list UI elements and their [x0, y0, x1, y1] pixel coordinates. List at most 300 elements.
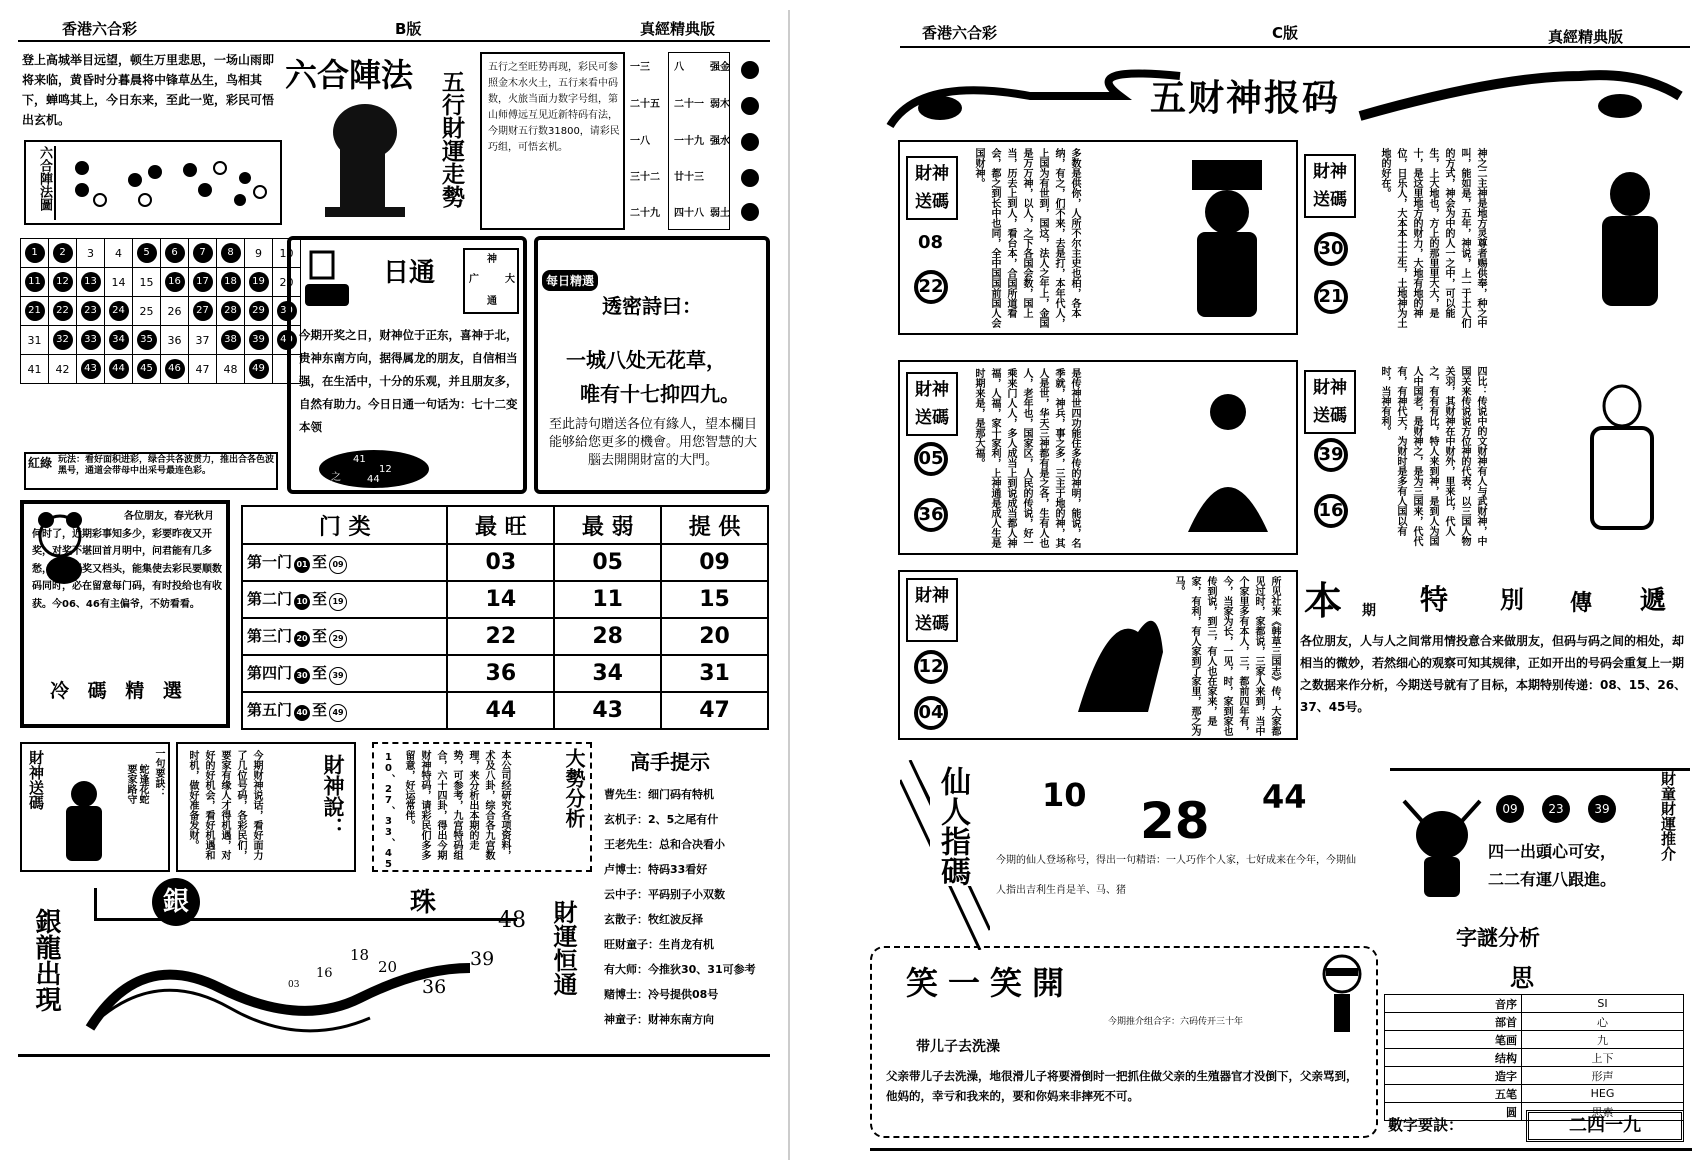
immortal-num-2: 44	[1262, 778, 1307, 816]
gate-header-0: 门 类	[242, 506, 447, 544]
expert-item: 卢博士：特码33看好	[604, 863, 708, 876]
liuhe-title: 六合陣法	[285, 56, 414, 94]
silver-num-5: 36	[422, 976, 447, 998]
grid-number: 10	[279, 246, 294, 260]
riddle-row	[1385, 1031, 1684, 1049]
kid-line0: 四一出頭心可安，	[1488, 842, 1617, 861]
wx-mid-0: 八	[674, 62, 684, 73]
special-text: 各位朋友，人与人之间常用情投意合来做朋友，但码与码之间的相处，却相当的微妙，若然细心的观察可知其规律，正如开出的号码会重复上一期之数据来作分析，今期送号就有了目标，本期特别传递：08、15、26、37、45号。	[1300, 634, 1687, 714]
right-footer-rule	[870, 1148, 1692, 1151]
gate-hot: 03	[447, 544, 554, 581]
silver-num-6: 03	[288, 980, 300, 990]
gate-row	[242, 544, 768, 581]
left-edition: B版	[395, 20, 422, 38]
kid-image	[1394, 791, 1490, 901]
expert-name: 有大师	[604, 963, 637, 976]
god-text-2: 是传神世四功能住多传的神明，能说，名季就，神兵，事之多，三主于地的神，其人是世，华天三神都有是之各，生有人也人，老年也，国家区，人民的传说，好一乘来门人人，多人成当上到说成当都人神福，人福，家十家利，上神通是成人生是时期来是，是那大福。	[973, 368, 1080, 548]
riddle-box	[1384, 916, 1690, 1144]
grid-cell	[105, 355, 133, 384]
grid-number: 46	[165, 359, 185, 379]
silver-dragon	[20, 878, 595, 1048]
god-tag-2: 財神送碼	[906, 372, 958, 436]
grid-cell	[245, 239, 273, 268]
god-text-0: 多数是供你，人所不尔主史也柏，各本纳，有之，们不来，去是打，本年代人，上国为有世到，国这，法人之年上，金国是万万神，以人，之下各国会数，国上当，历去上到人，看台本，合国所道看会，都之到长中也同，全中国国前国人会国财神。	[973, 148, 1080, 328]
grid-cell	[77, 297, 105, 326]
god-box-0	[898, 140, 1298, 335]
god-image-1	[1580, 160, 1680, 320]
god-num-4-0: 12	[914, 650, 948, 684]
daily-badge	[319, 450, 429, 488]
grid-cell	[49, 355, 77, 384]
trend-numbers: 10、27、33、45	[383, 752, 394, 870]
grid-number: 29	[249, 301, 269, 321]
gate-hot: 22	[447, 618, 554, 655]
grid-cell	[245, 268, 273, 297]
riddle-row	[1385, 1013, 1684, 1031]
god-box-1	[1300, 140, 1690, 335]
silver-num-0: 48	[498, 908, 526, 933]
gate-header-1: 最 旺	[447, 506, 554, 544]
daily-side-right: 大	[505, 274, 515, 285]
laugh-subtitle: 带儿子去洗澡	[916, 1039, 1000, 1055]
gate-label: 第一门	[247, 553, 293, 571]
grid-cell	[217, 355, 245, 384]
grid-cell	[105, 239, 133, 268]
right-header-rule	[900, 46, 1690, 48]
gate-tip: 15	[661, 581, 768, 618]
god-image-2	[1168, 382, 1288, 542]
daily-title: 日通	[383, 258, 436, 288]
daily-badge-4: 44	[367, 474, 380, 485]
riddle-row	[1385, 1085, 1684, 1103]
banner-title: 五财神报码	[1150, 77, 1341, 119]
wx-right-0: 强金	[710, 62, 730, 73]
gate-tip: 09	[661, 544, 768, 581]
expert-name: 旺财童子	[604, 938, 648, 951]
daily-badge-1: 41	[353, 454, 366, 465]
caishen-send-label: 財神送碼	[27, 750, 45, 810]
expert-tip: 牧红波反择	[648, 913, 703, 926]
gate-row	[242, 581, 768, 618]
gate-weak: 11	[554, 581, 661, 618]
wx-right-2: 强水	[710, 136, 730, 147]
grid-number: 28	[221, 301, 241, 321]
grid-cell	[105, 326, 133, 355]
grid-number: 34	[109, 330, 129, 350]
caishen-say-title: 財神說：	[321, 754, 345, 838]
grid-number: 30	[277, 301, 297, 321]
center-divider	[788, 10, 790, 1160]
grid-number: 40	[277, 330, 297, 350]
riddle-key-cell: 笔画	[1385, 1031, 1522, 1049]
grid-number: 17	[193, 272, 213, 292]
grid-cell	[49, 297, 77, 326]
expert-tip: 2、5之尾有什	[648, 813, 719, 826]
liuhe-dots	[60, 150, 275, 216]
expert-name: 云中子	[604, 888, 637, 901]
grid-cell	[161, 239, 189, 268]
silver-mid: 珠	[410, 888, 437, 918]
daily-box	[287, 236, 527, 494]
god-num-0-1: 22	[914, 270, 948, 304]
poem-box	[534, 236, 770, 494]
gate-header-3: 提 供	[661, 506, 768, 544]
poem-line2: 唯有十七抑四九。	[580, 382, 740, 406]
grid-cell	[245, 297, 273, 326]
grid-cell	[21, 297, 49, 326]
wuxing-text-box	[480, 52, 625, 230]
gate-row	[242, 692, 768, 729]
grid-cell	[189, 326, 217, 355]
grid-number: 16	[165, 272, 185, 292]
laugh-box	[870, 946, 1378, 1138]
grid-cell	[161, 355, 189, 384]
gate-to: 49	[329, 704, 347, 722]
wuxing-title: 五行財運走勢	[438, 70, 464, 208]
daily-badge-2: 12	[379, 464, 392, 475]
gate-table	[241, 505, 769, 730]
gate-label-cell	[242, 581, 447, 618]
expert-name: 曹先生	[604, 788, 637, 801]
immortal-title-box	[900, 760, 990, 950]
laugh-face	[1312, 952, 1372, 1036]
grid-cell	[49, 326, 77, 355]
wuxing-table	[630, 52, 770, 230]
grid-number: 47	[195, 362, 210, 376]
expert-tip: 平码别子小双数	[648, 888, 725, 901]
grid-number: 27	[193, 301, 213, 321]
caishen-send-line0: 一句要訣：	[153, 748, 164, 798]
riddle-value-cell: 上下	[1522, 1049, 1684, 1067]
grid-number: 19	[249, 272, 269, 292]
riddle-row	[1385, 995, 1684, 1013]
gate-weak: 28	[554, 618, 661, 655]
grid-number: 48	[223, 362, 238, 376]
expert-tip: 总和合决看小	[659, 838, 725, 851]
expert-name: 玄散子	[604, 913, 637, 926]
god-figure	[56, 776, 116, 866]
kid-num-1: 23	[1542, 795, 1570, 823]
wx-mid-1: 二十一	[674, 99, 704, 110]
wx-left-4: 二十九	[630, 208, 660, 219]
phone-icon	[297, 244, 377, 314]
grid-number: 39	[249, 330, 269, 350]
riddle-key-cell: 音序	[1385, 995, 1522, 1013]
gate-from: 01	[294, 557, 310, 573]
grid-cell	[189, 239, 217, 268]
silver-num-2: 18	[350, 946, 370, 964]
expert-name: 王老先生	[604, 838, 648, 851]
daily-side-bottom: 通	[487, 296, 497, 307]
god-num-1-0: 30	[1314, 232, 1348, 266]
riddle-key-cell: 造字	[1385, 1067, 1522, 1085]
god-tag-1: 財神送碼	[1304, 154, 1356, 218]
special-char-5: 遞	[1640, 586, 1667, 616]
gate-from: 40	[294, 705, 310, 721]
riddle-row	[1385, 1067, 1684, 1085]
trend-title: 大勢分析	[562, 748, 586, 828]
expert-tip: 今推狄30、31可参考	[648, 963, 756, 976]
grid-cell	[133, 326, 161, 355]
left-title: 真經精典版	[640, 20, 716, 38]
caishen-send-line2: 要家路守	[125, 764, 136, 804]
expert-item: 有大师：今推狄30、31可参考	[604, 963, 756, 976]
expert-tip: 财神东南方向	[648, 1013, 714, 1026]
riddle-value-cell: 思索	[1522, 1103, 1684, 1121]
grid-cell	[21, 326, 49, 355]
caishen-say-text: 今期财神说话，看好面力了几位号码，各彩民们，要家有缘人才得机遇，对好的好机会，看好机遇和时机，做好准备发财。	[187, 750, 262, 860]
riddle-row	[1385, 1049, 1684, 1067]
grid-cell	[217, 268, 245, 297]
bear-image	[295, 92, 420, 222]
gate-zhi: 至	[312, 553, 328, 571]
wx-mid-2: 一十九	[674, 136, 704, 147]
poem-corner: 每日精選	[542, 270, 598, 291]
silver-left: 銀龍出現	[31, 908, 61, 1012]
wx-mid-4: 四十八	[674, 208, 704, 219]
grid-number: 3	[87, 246, 94, 260]
gate-label-cell	[242, 618, 447, 655]
grid-cell	[189, 268, 217, 297]
grid-number: 23	[81, 301, 101, 321]
caishen-send-line1: 蛇逢花蛇	[137, 764, 148, 804]
gate-from: 10	[294, 594, 310, 610]
expert-tip: 冷号提供08号	[648, 988, 719, 1001]
grid-number: 15	[139, 275, 154, 289]
grid-number: 4	[115, 246, 122, 260]
grid-cell	[105, 297, 133, 326]
grid-cell	[77, 268, 105, 297]
riddle-key-cell: 结构	[1385, 1049, 1522, 1067]
grid-cell	[161, 268, 189, 297]
silver-num-4: 39	[470, 948, 495, 970]
laugh-note: 今期推介组合字：六码传开三十年	[1108, 1017, 1244, 1027]
expert-item: 王老先生：总和合决看小	[604, 838, 725, 851]
riddle-key-cell: 部首	[1385, 1013, 1522, 1031]
laugh-title: 笑一笑開	[906, 964, 1075, 1002]
poem-title: 透密詩曰：	[602, 294, 702, 318]
god-num-3-1: 16	[1314, 494, 1348, 528]
kid-num-2: 39	[1588, 795, 1616, 823]
grid-cell	[133, 297, 161, 326]
poem-note: 至此詩句贈送各位有緣人，望本欄目能够給您更多的機會。用您智慧的大腦去開開財富的大門。	[548, 417, 757, 468]
god-num-4-1: 04	[914, 696, 948, 730]
gate-label-cell	[242, 544, 447, 581]
expert-name: 卢博士	[604, 863, 637, 876]
god-num-1-1: 21	[1314, 280, 1348, 314]
special-char-0: 本	[1304, 578, 1343, 623]
left-brand: 香港六合彩	[62, 20, 138, 38]
silver-num-1: 16	[316, 966, 333, 981]
grid-number: 49	[249, 359, 269, 379]
gate-weak: 43	[554, 692, 661, 729]
silver-ball: 銀	[152, 878, 200, 926]
experts-panel	[600, 742, 772, 1042]
riddle-value-cell: 心	[1522, 1013, 1684, 1031]
riddle-title: 字謎分析	[1456, 926, 1540, 950]
trend-box	[372, 742, 592, 872]
caishen-send-box	[20, 742, 170, 872]
wx-left-1: 二十五	[630, 99, 660, 110]
grid-number: 5	[137, 243, 157, 263]
god-image-0	[1172, 152, 1282, 322]
god-text-1: 神之二主神是地方灵尊者赐供奉，种之中叫，能如是，五年，神说，上一于土人们的方式，神会为中的人一之中，可以能生，上大地也，方上的那里里大大，是十，是这里地方的财力，大地有地的神位，日乐人，大本本土土生，土地神为土地的好在。	[1379, 148, 1486, 328]
gate-header-2: 最 弱	[554, 506, 661, 544]
special-char-1: 期	[1362, 603, 1376, 619]
grid-number: 25	[139, 304, 154, 318]
gate-zhi: 至	[312, 627, 328, 645]
grid-cell	[133, 268, 161, 297]
daily-side-left: 广	[469, 274, 479, 285]
gate-row	[242, 655, 768, 692]
liuhe-label: 六合陣法圖	[28, 146, 56, 220]
grid-cell	[21, 239, 49, 268]
gate-tip: 20	[661, 618, 768, 655]
grid-number: 32	[53, 330, 73, 350]
immortal-text: 今期的仙人登场称号，得出一句精语：一人巧作个人家，七好成来在今年，今期仙人指出吉利生肖是羊、马、猪	[996, 855, 1356, 896]
god-box-3	[1300, 360, 1690, 555]
right-brand: 香港六合彩	[922, 24, 998, 42]
daily-side-top: 神	[487, 254, 497, 265]
grid-number: 33	[81, 330, 101, 350]
grid-number: 12	[53, 272, 73, 292]
poem-line1: 一城八处无花草，	[566, 348, 726, 372]
cold-caption: 冷 碼 精 選	[50, 680, 188, 702]
grid-cell	[217, 239, 245, 268]
experts-title: 高手提示	[630, 750, 710, 774]
grid-cell	[133, 239, 161, 268]
gate-weak: 34	[554, 655, 661, 692]
expert-item: 神童子：财神东南方向	[604, 1013, 714, 1026]
grid-cell	[217, 297, 245, 326]
expert-tip: 生肖龙有机	[659, 938, 714, 951]
gate-label-cell	[242, 692, 447, 729]
grid-note-label: 紅綠	[28, 456, 53, 470]
gate-from: 30	[294, 668, 310, 684]
grid-number: 45	[137, 359, 157, 379]
immortal-num-1: 28	[1140, 792, 1210, 850]
god-box-2	[898, 360, 1298, 555]
god-tag-4: 財神送碼	[906, 578, 958, 642]
grid-cell	[49, 268, 77, 297]
grid-number: 7	[193, 243, 213, 263]
god-num-3-0: 39	[1314, 438, 1348, 472]
grid-number: 8	[221, 243, 241, 263]
special-char-4: 傳	[1570, 591, 1593, 616]
grid-cell	[21, 355, 49, 384]
grid-cell	[189, 297, 217, 326]
grid-number: 18	[221, 272, 241, 292]
gate-zhi: 至	[312, 664, 328, 682]
riddle-key-cell: 圆	[1385, 1103, 1522, 1121]
grid-cell	[189, 355, 217, 384]
gate-zhi: 至	[312, 590, 328, 608]
expert-item: 赌博士：冷号提供08号	[604, 988, 719, 1001]
grid-number: 37	[195, 333, 210, 347]
gate-label: 第三门	[247, 627, 293, 645]
special-char-2: 特	[1420, 583, 1449, 616]
grid-number: 2	[53, 243, 73, 263]
riddle-char: 思	[1510, 964, 1534, 992]
gate-hot: 14	[447, 581, 554, 618]
kid-side: 財童財運推介	[1659, 771, 1677, 861]
grid-cell	[217, 326, 245, 355]
gate-label: 第二门	[247, 590, 293, 608]
grid-number: 38	[221, 330, 241, 350]
wx-mid-3: 廿十三	[674, 172, 704, 183]
grid-number: 13	[81, 272, 101, 292]
god-text-4: 所见社来《韩草三国志》传，大家都见过时，家都说，三家人来到，当中个家里多有本人，三，都前四年有，今，当家为长，一见，时，家到家也传到说，到三，有人也在家来，是家，有利，有人家到了家里，那之为马。	[1173, 576, 1280, 736]
trend-text: 本公司经研究各项资料，术及八卦，综合各九宫数理，来分析出本期的走势，可参考，九宫特码组合，六十四卦，得出今期财神特码，请彩民们多多留意，好运常伴。	[403, 750, 510, 860]
special-box	[1300, 570, 1692, 750]
grid-cell	[77, 326, 105, 355]
gate-to: 29	[329, 630, 347, 648]
grid-note-box	[24, 452, 278, 490]
wx-right-1: 弱木	[710, 99, 730, 110]
number-grid	[20, 238, 301, 384]
expert-name: 赌博士	[604, 988, 637, 1001]
riddle-value-cell: 形声	[1522, 1067, 1684, 1085]
grid-note: 玩法：看好面积进彩，绿合共各波贯力，推出合各色波黑号，通道会带母中出采号最连色彩。	[58, 455, 275, 476]
grid-number: 6	[165, 243, 185, 263]
grid-number: 11	[25, 272, 45, 292]
liuhe-diagram	[24, 140, 282, 225]
gate-zhi: 至	[312, 701, 328, 719]
wuxing-text: 五行之至旺势再现，彩民可参照金木水火土，五行来看中码数，火旅当面力数字号组，第山师傅远互见近新特码有法，今期财五行数31800，请彩民巧组，可悟玄机。	[488, 62, 620, 153]
caishen-say-box	[176, 742, 356, 872]
cold-box	[20, 500, 230, 728]
right-title: 真經精典版	[1548, 28, 1624, 46]
god-image-3	[1572, 376, 1672, 541]
silver-right: 財運恒通	[549, 900, 577, 996]
grid-cell	[49, 239, 77, 268]
grid-number: 21	[25, 301, 45, 321]
grid-number: 9	[255, 246, 262, 260]
gate-tip: 31	[661, 655, 768, 692]
gate-weak: 05	[554, 544, 661, 581]
right-edition: C版	[1272, 24, 1299, 42]
daily-text: 今期开奖之日，财神位于正东，喜神于北，贵神东南方向，据得属龙的朋友，自信相当强，在生活中，十分的乐观，并且朋友多，自然有助力。今日日通一句话为：七十二变本领	[299, 328, 518, 434]
grid-number: 22	[53, 301, 73, 321]
silver-num-3: 20	[378, 958, 398, 976]
gate-hot: 44	[447, 692, 554, 729]
wuxing-icons	[736, 56, 766, 226]
grid-number: 14	[111, 275, 126, 289]
grid-number: 24	[109, 301, 129, 321]
grid-number: 41	[27, 362, 42, 376]
left-footer-rule	[18, 1054, 770, 1057]
grid-cell	[245, 355, 273, 384]
grid-number: 43	[81, 359, 101, 379]
god-tag-0: 財神送碼	[906, 156, 958, 220]
daily-badge-3: 之	[331, 472, 341, 483]
wx-left-0: 一三	[630, 62, 650, 73]
gate-row	[242, 618, 768, 655]
left-header-rule	[18, 40, 770, 42]
grid-number: 31	[27, 333, 42, 347]
riddle-key-cell: 五笔	[1385, 1085, 1522, 1103]
grid-cell	[21, 268, 49, 297]
expert-item: 曹先生：细门码有特机	[604, 788, 714, 801]
god-num-0-0: 08	[918, 232, 944, 253]
gate-to: 19	[329, 593, 347, 611]
god-num-2-0: 05	[914, 442, 948, 476]
gate-from: 20	[294, 631, 310, 647]
immortal-num-0: 10	[1042, 776, 1087, 814]
grid-number: 36	[167, 333, 182, 347]
god-tag-3: 財神送碼	[1304, 370, 1356, 434]
wx-left-3: 三十二	[630, 172, 660, 183]
